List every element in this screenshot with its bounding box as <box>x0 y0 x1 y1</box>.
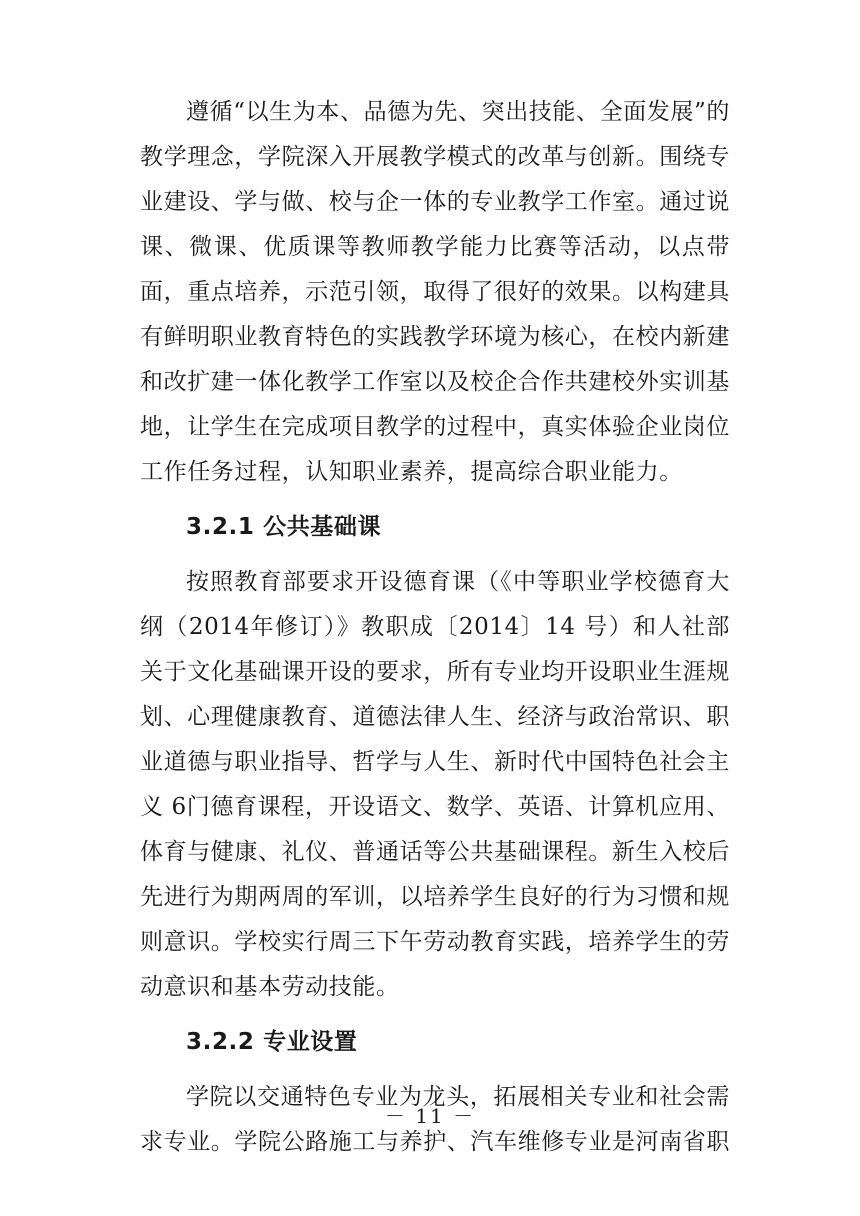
page-content <box>140 90 730 1165</box>
majors-paragraph: 学院以交通特色专业为龙头，拓展相关专业和社会需求专业。学院公路施工与养护、汽车维修专业是河南省职 <box>140 1084 730 1155</box>
public-courses-paragraph: 按照教育部要求开设德育课（《中等职业学校德育大纲（2014年修订）》教职成〔2014〕14 号）和人社部关于文化基础课开设的要求，所有专业均开设职业生涯规划、心理健康教育、道德法律人生、经济与政治常识、职业道德与职业指导、哲学与人生、新时代中国特色社会主义 6门德育课程，开设语文、数学、英语、计算机应用、体育与健康、礼仪、普通话等公共基础课程。新生入校后先进行为期两周的军训，以培养学生良好的行为习惯和规则意识。学校实行周三下午劳动教育实践，培养学生的劳动意识和基本劳动技能。 <box>140 569 730 1000</box>
section-heading-majors: 3.2.2 专业设置 <box>186 1029 358 1055</box>
intro-paragraph: 遵循“以生为本、品德为先、突出技能、全面发展”的教学理念，学院深入开展教学模式的改革与创新。围绕专业建设、学与做、校与企一体的专业教学工作室。通过说课、微课、优质课等教师教学能力比赛等活动，以点带面，重点培养，示范引领，取得了很好的效果。以构建具有鲜明职业教育特色的实践教学环境为核心，在校内新建和改扩建一体化教学工作室以及校企合作共建校外实训基地，让学生在完成项目教学的过程中，真实体验企业岗位工作任务过程，认知职业素养，提高综合职业能力。 <box>140 99 730 485</box>
section-heading-public-courses: 3.2.1 公共基础课 <box>186 514 382 540</box>
page-number: － 11 － <box>384 1104 476 1128</box>
